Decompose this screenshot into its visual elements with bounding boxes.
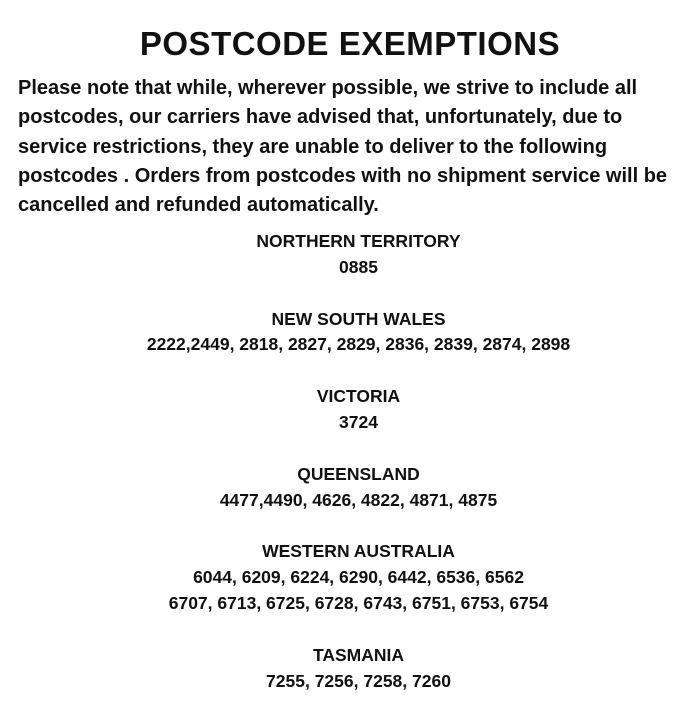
region-name: WESTERN AUSTRALIA	[262, 541, 455, 562]
intro-paragraph: Please note that while, wherever possible, we strive to include all postcodes, our carriers have advised that, unfortunately, due to service restrictions, they are unable to deliver to the following postcodes . Orders from postcodes with no shipment service will be cancelled and refunded automatically.	[18, 77, 668, 217]
postcode-list: 4477,4490, 4626, 4822, 4871, 4875	[219, 489, 498, 510]
region-name: TASMANIA	[312, 644, 405, 665]
region-tasmania	[0, 643, 700, 695]
page-title: POSTCODE EXEMPTIONS	[139, 25, 561, 62]
region-new-south-wales	[0, 307, 700, 359]
region-name: QUEENSLAND	[297, 463, 420, 484]
postcode-list: 2222,2449, 2818, 2827, 2829, 2836, 2839, 2874, 2898	[146, 334, 571, 355]
postcode-list: 3724	[339, 411, 378, 432]
region-northern-territory	[0, 229, 700, 281]
postcode-list: 7255, 7256, 7258, 7260	[266, 670, 451, 691]
region-list	[0, 229, 700, 720]
region-queensland	[0, 462, 700, 514]
region-western-australia	[0, 539, 700, 616]
postcode-list: 6707, 6713, 6725, 6728, 6743, 6751, 6753, 6754	[168, 592, 549, 613]
region-name: VICTORIA	[316, 386, 401, 407]
postcode-list: 0885	[339, 256, 378, 277]
postcode-list: 6044, 6209, 6224, 6290, 6442, 6536, 6562	[193, 567, 524, 588]
region-name: NORTHERN TERRITORY	[256, 231, 461, 251]
region-name: NEW SOUTH WALES	[271, 308, 446, 329]
region-victoria	[0, 384, 700, 436]
